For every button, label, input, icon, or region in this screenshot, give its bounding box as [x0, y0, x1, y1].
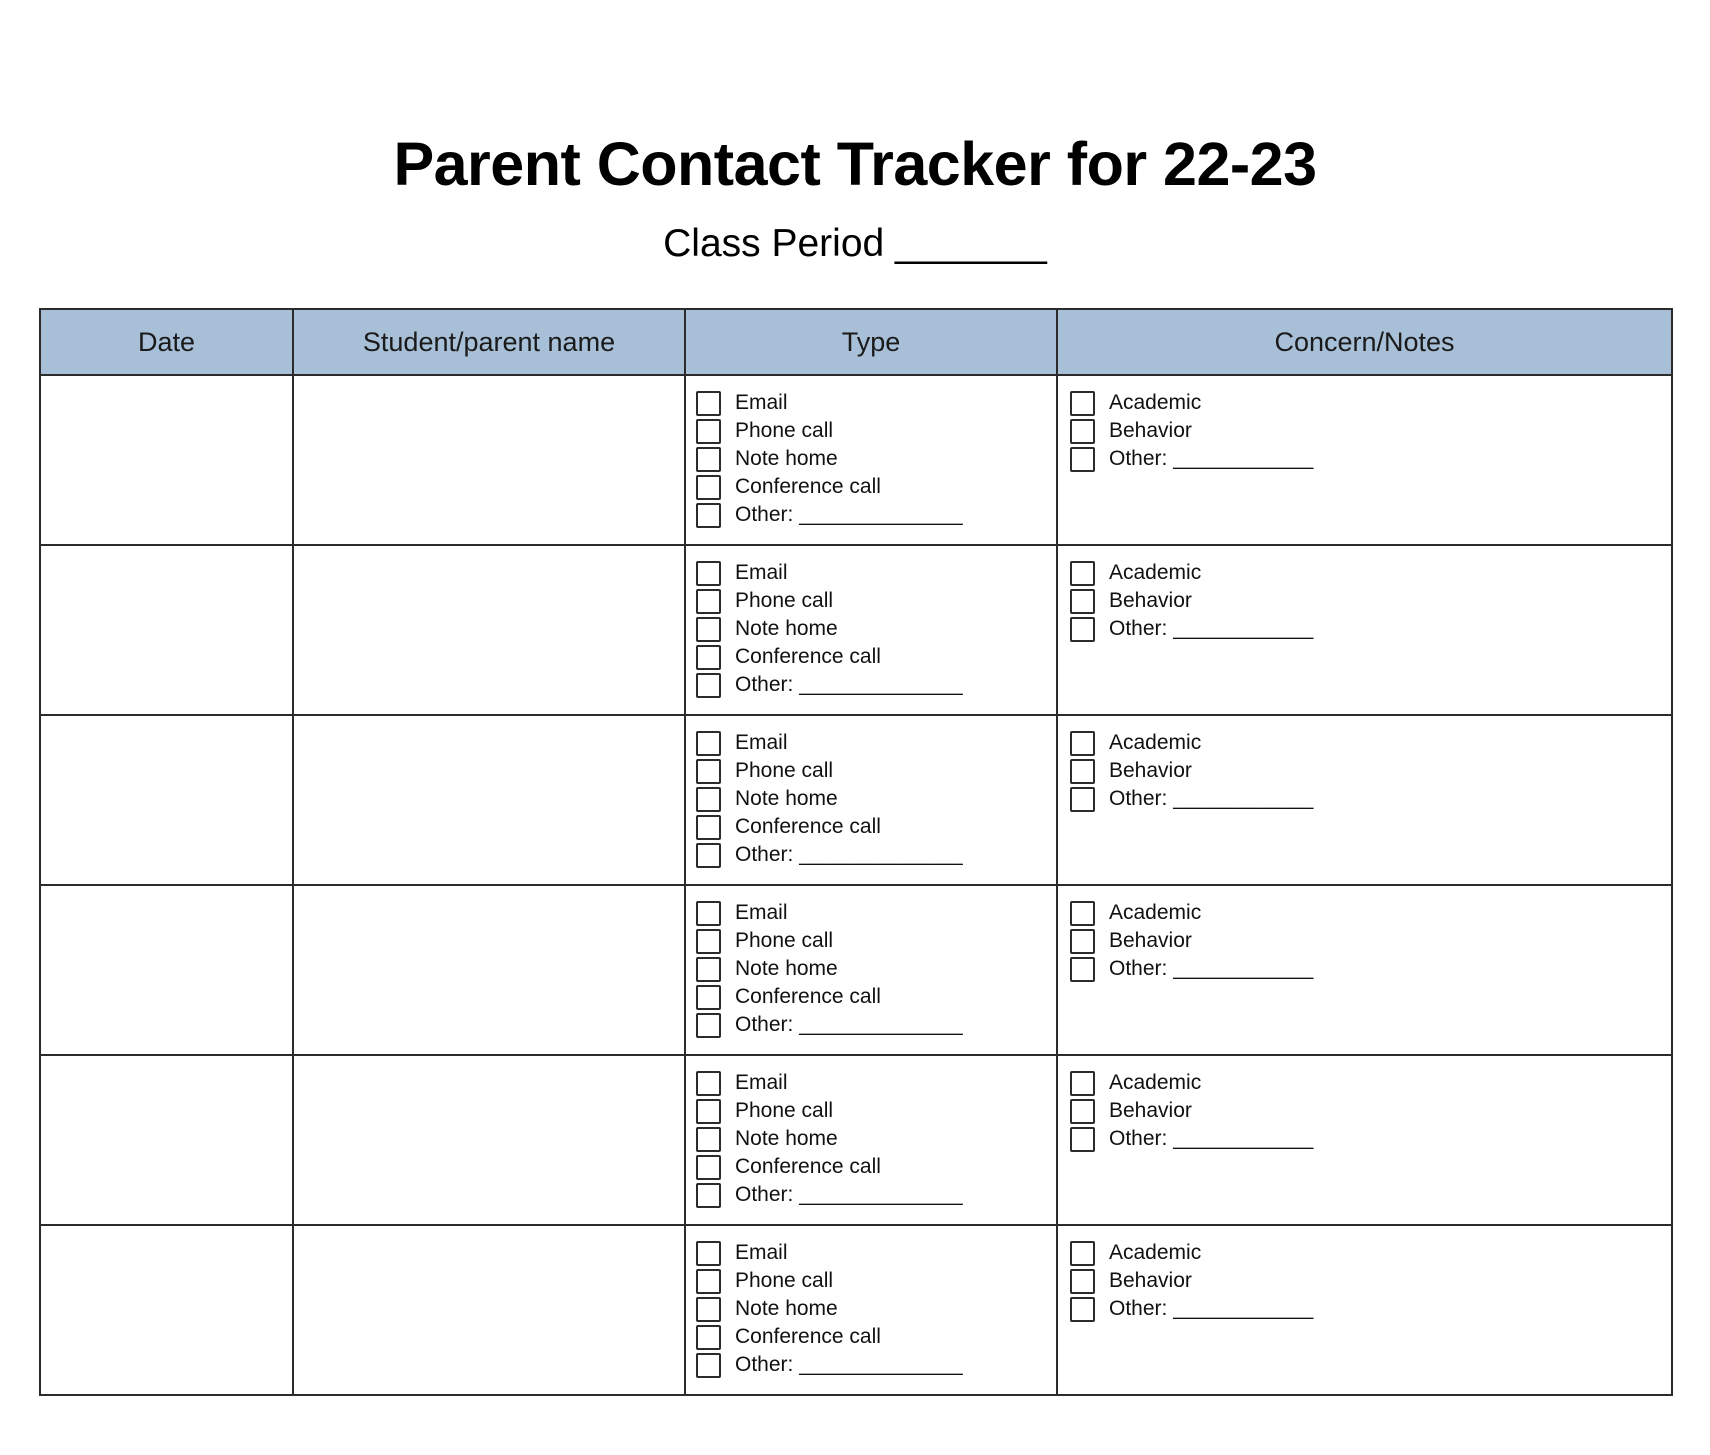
checkbox-icon[interactable]: [696, 759, 721, 784]
type-option-label: Other: ______________: [735, 1013, 963, 1037]
type-option-label: Conference call: [735, 1325, 881, 1349]
concern-option[interactable]: [1070, 928, 1671, 956]
checkbox-icon[interactable]: [696, 645, 721, 670]
table-row: [40, 545, 1672, 715]
checkbox-icon[interactable]: [696, 1127, 721, 1152]
date-cell[interactable]: [40, 715, 293, 885]
checkbox-icon[interactable]: [696, 561, 721, 586]
concern-option[interactable]: [1070, 1296, 1671, 1324]
type-option[interactable]: [696, 446, 1056, 474]
concern-option-label: Other: ____________: [1109, 1127, 1314, 1151]
checkbox-icon[interactable]: [696, 731, 721, 756]
concern-option-label: Academic: [1109, 561, 1202, 585]
concern-option[interactable]: [1070, 758, 1671, 786]
type-option-label: Phone call: [735, 589, 834, 613]
type-option-label: Email: [735, 731, 788, 755]
table-row: [40, 375, 1672, 545]
type-cell: [685, 1055, 1057, 1225]
type-option[interactable]: [696, 474, 1056, 502]
type-option[interactable]: [696, 616, 1056, 644]
type-option-list: [686, 886, 1056, 1054]
checkbox-icon[interactable]: [1070, 929, 1095, 954]
concern-option-list: [1058, 376, 1671, 488]
type-option-label: Email: [735, 561, 788, 585]
type-option[interactable]: [696, 1070, 1056, 1098]
checkbox-icon[interactable]: [696, 1099, 721, 1124]
type-option[interactable]: [696, 588, 1056, 616]
type-option-label: Email: [735, 1241, 788, 1265]
type-option[interactable]: [696, 1126, 1056, 1154]
concern-option[interactable]: [1070, 1070, 1671, 1098]
tracker-table-wrapper: [39, 308, 1671, 1396]
concern-notes-cell: [1057, 885, 1672, 1055]
concern-option-label: Academic: [1109, 1071, 1202, 1095]
table-row: [40, 715, 1672, 885]
concern-option[interactable]: [1070, 418, 1671, 446]
type-option-list: [686, 546, 1056, 714]
concern-option-list: [1058, 1226, 1671, 1338]
column-header-date: Date: [40, 309, 293, 375]
type-option-label: Note home: [735, 1127, 838, 1151]
checkbox-icon[interactable]: [696, 419, 721, 444]
date-cell[interactable]: [40, 1225, 293, 1395]
type-option-label: Note home: [735, 957, 838, 981]
type-option-label: Conference call: [735, 815, 881, 839]
checkbox-icon[interactable]: [696, 447, 721, 472]
table-row: [40, 885, 1672, 1055]
column-header-type: Type: [685, 309, 1057, 375]
type-option[interactable]: [696, 1268, 1056, 1296]
type-option-label: Other: ______________: [735, 503, 963, 527]
parent-contact-table: [39, 308, 1673, 1396]
checkbox-icon[interactable]: [1070, 391, 1095, 416]
type-option-list: [686, 716, 1056, 884]
type-option[interactable]: [696, 1324, 1056, 1352]
type-option[interactable]: [696, 786, 1056, 814]
checkbox-icon[interactable]: [696, 787, 721, 812]
type-option[interactable]: [696, 560, 1056, 588]
checkbox-icon[interactable]: [1070, 901, 1095, 926]
type-option[interactable]: [696, 1296, 1056, 1324]
type-cell: [685, 885, 1057, 1055]
type-option[interactable]: [696, 1182, 1056, 1210]
checkbox-icon[interactable]: [696, 901, 721, 926]
type-option-list: [686, 1226, 1056, 1394]
concern-option-label: Academic: [1109, 901, 1202, 925]
type-option-label: Note home: [735, 1297, 838, 1321]
concern-option-list: [1058, 546, 1671, 658]
type-option[interactable]: [696, 390, 1056, 418]
concern-option-label: Behavior: [1109, 1269, 1192, 1293]
checkbox-icon[interactable]: [696, 1013, 721, 1038]
concern-option-label: Academic: [1109, 731, 1202, 755]
concern-option-label: Behavior: [1109, 1099, 1192, 1123]
date-cell[interactable]: [40, 375, 293, 545]
checkbox-icon[interactable]: [1070, 1071, 1095, 1096]
type-option[interactable]: [696, 1352, 1056, 1380]
concern-option[interactable]: [1070, 1098, 1671, 1126]
checkbox-icon[interactable]: [1070, 1297, 1095, 1322]
checkbox-icon[interactable]: [696, 985, 721, 1010]
page-title: Parent Contact Tracker for 22-23: [393, 130, 1317, 198]
concern-notes-cell: [1057, 545, 1672, 715]
concern-option-label: Other: ____________: [1109, 617, 1314, 641]
type-option-label: Phone call: [735, 419, 834, 443]
concern-notes-cell: [1057, 375, 1672, 545]
type-option[interactable]: [696, 814, 1056, 842]
type-cell: [685, 375, 1057, 545]
type-option[interactable]: [696, 418, 1056, 446]
checkbox-icon[interactable]: [696, 475, 721, 500]
student-parent-name-cell[interactable]: [293, 715, 685, 885]
concern-option[interactable]: [1070, 1126, 1671, 1154]
concern-option-list: [1058, 886, 1671, 998]
concern-option[interactable]: [1070, 730, 1671, 758]
type-option[interactable]: [696, 984, 1056, 1012]
table-body: [40, 375, 1672, 1395]
concern-option-label: Behavior: [1109, 419, 1192, 443]
type-option[interactable]: [696, 1012, 1056, 1040]
type-option[interactable]: [696, 842, 1056, 870]
type-option-label: Phone call: [735, 929, 834, 953]
type-option-label: Note home: [735, 447, 838, 471]
column-header-concern-notes: Concern/Notes: [1057, 309, 1672, 375]
concern-option-label: Other: ____________: [1109, 957, 1314, 981]
concern-option-label: Academic: [1109, 391, 1202, 415]
concern-option[interactable]: [1070, 616, 1671, 644]
checkbox-icon[interactable]: [1070, 419, 1095, 444]
type-option-label: Email: [735, 901, 788, 925]
type-option[interactable]: [696, 900, 1056, 928]
checkbox-icon[interactable]: [696, 589, 721, 614]
type-option-label: Conference call: [735, 475, 881, 499]
column-header-student-parent-name: Student/parent name: [293, 309, 685, 375]
type-cell: [685, 545, 1057, 715]
type-option-label: Other: ______________: [735, 1183, 963, 1207]
checkbox-icon[interactable]: [1070, 1099, 1095, 1124]
checkbox-icon[interactable]: [696, 815, 721, 840]
concern-option[interactable]: [1070, 786, 1671, 814]
type-option[interactable]: [696, 1240, 1056, 1268]
concern-option[interactable]: [1070, 560, 1671, 588]
class-period-subtitle: Class Period _______: [663, 222, 1047, 266]
table-row: [40, 1055, 1672, 1225]
type-option[interactable]: [696, 956, 1056, 984]
checkbox-icon[interactable]: [696, 929, 721, 954]
checkbox-icon[interactable]: [1070, 787, 1095, 812]
concern-option-label: Behavior: [1109, 759, 1192, 783]
concern-option[interactable]: [1070, 446, 1671, 474]
checkbox-icon[interactable]: [696, 843, 721, 868]
concern-option[interactable]: [1070, 900, 1671, 928]
type-option-label: Conference call: [735, 1155, 881, 1179]
type-option[interactable]: [696, 644, 1056, 672]
concern-option[interactable]: [1070, 1268, 1671, 1296]
type-option-label: Note home: [735, 617, 838, 641]
concern-notes-cell: [1057, 1225, 1672, 1395]
concern-option-list: [1058, 1056, 1671, 1168]
type-cell: [685, 1225, 1057, 1395]
type-option[interactable]: [696, 1098, 1056, 1126]
date-cell[interactable]: [40, 545, 293, 715]
type-option-label: Phone call: [735, 1269, 834, 1293]
concern-option-label: Behavior: [1109, 589, 1192, 613]
type-option-label: Phone call: [735, 1099, 834, 1123]
type-option-label: Other: ______________: [735, 1353, 963, 1377]
type-option-label: Note home: [735, 787, 838, 811]
checkbox-icon[interactable]: [1070, 589, 1095, 614]
type-option[interactable]: [696, 758, 1056, 786]
checkbox-icon[interactable]: [696, 1325, 721, 1350]
student-parent-name-cell[interactable]: [293, 885, 685, 1055]
concern-option[interactable]: [1070, 1240, 1671, 1268]
checkbox-icon[interactable]: [1070, 617, 1095, 642]
type-option[interactable]: [696, 730, 1056, 758]
type-option[interactable]: [696, 928, 1056, 956]
checkbox-icon[interactable]: [696, 503, 721, 528]
table-header-row: [40, 309, 1672, 375]
checkbox-icon[interactable]: [696, 1297, 721, 1322]
checkbox-icon[interactable]: [696, 957, 721, 982]
type-option-label: Email: [735, 391, 788, 415]
type-option-label: Phone call: [735, 759, 834, 783]
checkbox-icon[interactable]: [696, 1241, 721, 1266]
student-parent-name-cell[interactable]: [293, 1225, 685, 1395]
checkbox-icon[interactable]: [696, 1269, 721, 1294]
checkbox-icon[interactable]: [696, 1155, 721, 1180]
checkbox-icon[interactable]: [1070, 561, 1095, 586]
student-parent-name-cell[interactable]: [293, 1055, 685, 1225]
student-parent-name-cell[interactable]: [293, 375, 685, 545]
type-option-label: Conference call: [735, 645, 881, 669]
concern-option-label: Other: ____________: [1109, 787, 1314, 811]
table-row: [40, 1225, 1672, 1395]
date-cell[interactable]: [40, 1055, 293, 1225]
concern-notes-cell: [1057, 715, 1672, 885]
type-option-list: [686, 1056, 1056, 1224]
checkbox-icon[interactable]: [1070, 957, 1095, 982]
type-option[interactable]: [696, 502, 1056, 530]
type-option-label: Email: [735, 1071, 788, 1095]
type-option[interactable]: [696, 672, 1056, 700]
concern-notes-cell: [1057, 1055, 1672, 1225]
checkbox-icon[interactable]: [1070, 1127, 1095, 1152]
type-option[interactable]: [696, 1154, 1056, 1182]
type-option-label: Other: ______________: [735, 843, 963, 867]
concern-option[interactable]: [1070, 390, 1671, 418]
checkbox-icon[interactable]: [696, 1071, 721, 1096]
type-option-label: Conference call: [735, 985, 881, 1009]
concern-option-label: Other: ____________: [1109, 1297, 1314, 1321]
checkbox-icon[interactable]: [696, 391, 721, 416]
concern-option[interactable]: [1070, 956, 1671, 984]
checkbox-icon[interactable]: [1070, 731, 1095, 756]
checkbox-icon[interactable]: [696, 1183, 721, 1208]
concern-option-label: Other: ____________: [1109, 447, 1314, 471]
concern-option-label: Academic: [1109, 1241, 1202, 1265]
date-cell[interactable]: [40, 885, 293, 1055]
concern-option-list: [1058, 716, 1671, 828]
checkbox-icon[interactable]: [1070, 1241, 1095, 1266]
type-cell: [685, 715, 1057, 885]
type-option-list: [686, 376, 1056, 544]
student-parent-name-cell[interactable]: [293, 545, 685, 715]
table-head: [40, 309, 1672, 375]
type-option-label: Other: ______________: [735, 673, 963, 697]
checkbox-icon[interactable]: [696, 673, 721, 698]
checkbox-icon[interactable]: [696, 1353, 721, 1378]
checkbox-icon[interactable]: [696, 617, 721, 642]
concern-option[interactable]: [1070, 588, 1671, 616]
checkbox-icon[interactable]: [1070, 759, 1095, 784]
concern-option-label: Behavior: [1109, 929, 1192, 953]
checkbox-icon[interactable]: [1070, 1269, 1095, 1294]
checkbox-icon[interactable]: [1070, 447, 1095, 472]
